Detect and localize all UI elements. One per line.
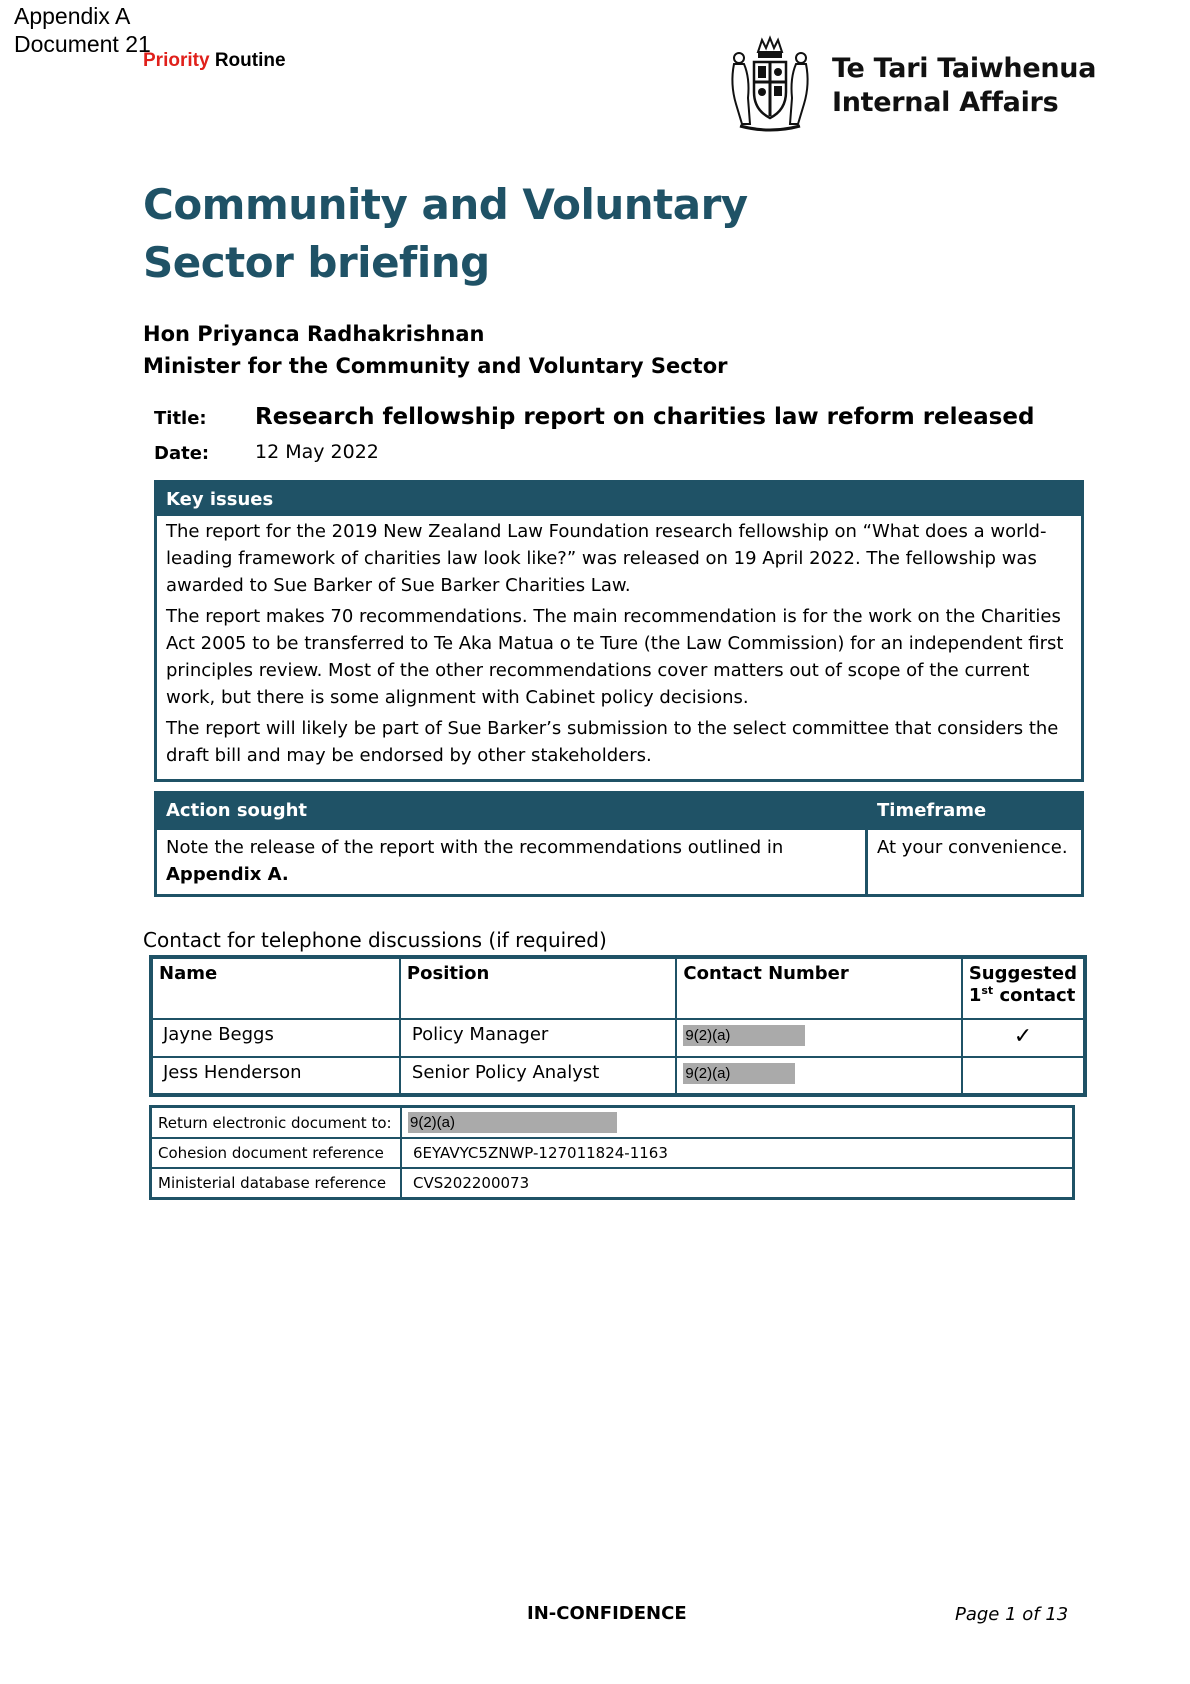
contact-number — [676, 1057, 961, 1095]
key-issue-paragraph: The report will likely be part of Sue Barker’s submission to the select committee that considers the draft bill and may be endorsed by other stakeholders. — [166, 718, 1059, 766]
page-title — [143, 176, 748, 292]
table-row — [151, 1019, 1085, 1057]
contacts-caption: Contact for telephone discussions (if required) — [143, 928, 607, 952]
stamp-line-1: Appendix A — [14, 3, 131, 29]
key-issue-paragraph: The report makes 70 recommendations. The main recommendation is for the work on the Charities Act 2005 to be transferred to Te Aka Matua o te Ture (the Law Commission) for an independent first principles review. Most of the other recommendations cover matters out of scope of the current work, but there is some alignment with Cabinet policy decisions. — [166, 606, 1064, 708]
col-first-sup: st — [981, 984, 994, 997]
action-text-bold: Appendix A. — [166, 864, 289, 885]
org-name — [832, 52, 1096, 120]
classification-footer: IN-CONFIDENCE — [527, 1603, 687, 1624]
appendix-stamp — [14, 2, 151, 58]
key-issues-heading: Key issues — [157, 483, 1081, 516]
briefing-title: Research fellowship report on charities law reform released — [255, 404, 1035, 430]
contacts-table — [149, 955, 1087, 1097]
page-title-line-1: Community and Voluntary — [143, 180, 748, 229]
action-heading: Action sought — [156, 793, 867, 829]
timeframe-value: At your convenience. — [867, 829, 1083, 896]
ref-label: Cohesion document reference — [151, 1138, 402, 1168]
col-name: Name — [151, 957, 400, 1019]
first-contact-cell — [962, 1057, 1085, 1095]
org-name-maori: Te Tari Taiwhenua — [832, 53, 1097, 84]
action-text — [156, 829, 867, 896]
ministerial-reference: CVS202200073 — [401, 1168, 1074, 1198]
check-icon: ✓ — [962, 1019, 1085, 1057]
ref-label: Ministerial database reference — [151, 1168, 402, 1198]
redacted-number: 9(2)(a) — [683, 1025, 805, 1046]
org-name-english: Internal Affairs — [832, 87, 1059, 118]
col-first-contact: contact — [993, 985, 1076, 1006]
col-number: Contact Number — [676, 957, 961, 1019]
cohesion-reference: 6EYAVYC5ZNWP-127011824-1163 — [401, 1138, 1074, 1168]
key-issues-box — [154, 480, 1084, 782]
table-row — [151, 1057, 1085, 1095]
date-label: Date: — [154, 443, 210, 464]
col-first-number: 1 — [968, 985, 982, 1006]
stamp-line-2: Document 21 — [14, 31, 151, 57]
key-issues-body — [157, 516, 1081, 777]
action-text-main: Note the release of the report with the recommendations outlined in — [166, 837, 784, 858]
ref-value — [401, 1107, 1074, 1139]
briefing-date: 12 May 2022 — [255, 441, 379, 463]
title-label: Title: — [154, 408, 207, 429]
redacted-return-address: 9(2)(a) — [408, 1112, 617, 1133]
minister-name: Hon Priyanca Radhakrishnan — [143, 322, 485, 346]
page-number: Page 1 of 13 — [955, 1604, 1069, 1625]
col-suggested — [962, 957, 1085, 1019]
action-table — [154, 791, 1084, 897]
ref-label: Return electronic document to: — [151, 1107, 402, 1139]
col-position: Position — [400, 957, 677, 1019]
minister-role: Minister for the Community and Voluntary Sector — [143, 354, 728, 378]
contact-number — [676, 1019, 961, 1057]
coat-of-arms-icon — [720, 34, 820, 134]
contact-name: Jess Henderson — [151, 1057, 400, 1095]
page-title-line-2: Sector briefing — [143, 238, 490, 287]
col-suggested-line1: Suggested — [968, 963, 1077, 984]
timeframe-heading: Timeframe — [867, 793, 1083, 829]
references-table — [149, 1105, 1075, 1200]
contact-position: Senior Policy Analyst — [400, 1057, 677, 1095]
priority-line — [143, 50, 286, 72]
contact-name: Jayne Beggs — [151, 1019, 400, 1057]
priority-label: Priority — [143, 50, 210, 71]
priority-value: Routine — [214, 50, 286, 71]
minister-block — [143, 318, 728, 382]
redacted-number: 9(2)(a) — [683, 1063, 795, 1084]
contact-position: Policy Manager — [400, 1019, 677, 1057]
key-issue-paragraph: The report for the 2019 New Zealand Law Foundation research fellowship on “What does a world-leading framework of charities law look like?” was released on 19 April 2022. The fellowship was awarded to Sue Barker of Sue Barker Charities Law. — [166, 521, 1047, 596]
